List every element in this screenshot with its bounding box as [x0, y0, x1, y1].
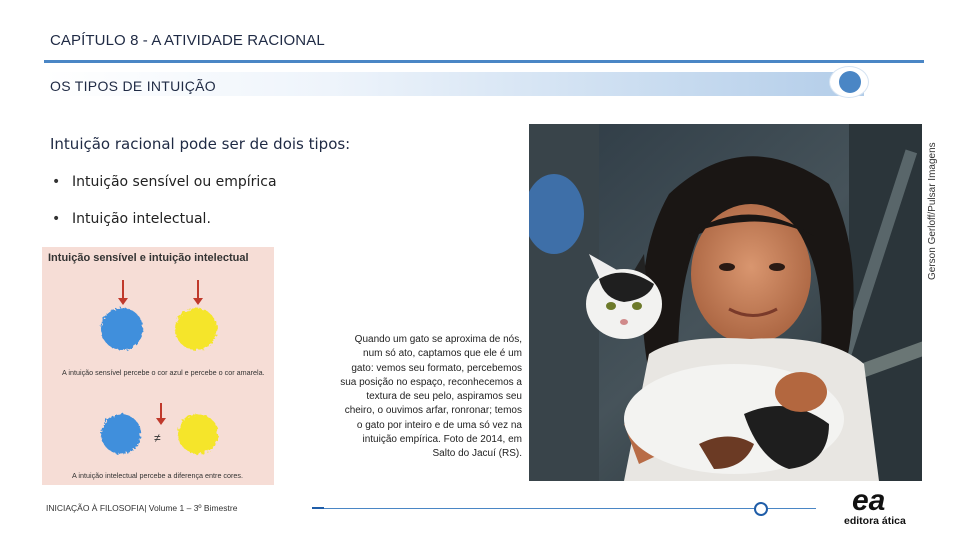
footer-text: INICIAÇÃO À FILOSOFIA| Volume 1 – 3º Bimestre	[46, 503, 238, 513]
publisher-logo	[848, 484, 910, 514]
header-divider	[44, 60, 924, 63]
bullet-icon: •	[52, 174, 61, 190]
yellow-color-blob	[178, 414, 218, 454]
blue-color-blob	[101, 308, 143, 350]
publisher-logo-mark: ea	[852, 484, 886, 514]
arrow-down-icon	[118, 280, 128, 305]
section-dot-icon	[839, 71, 861, 93]
blue-color-blob	[101, 414, 141, 454]
arrow-down-icon	[193, 280, 203, 305]
footer-circle-icon	[754, 502, 768, 516]
publisher-name: editora ática	[844, 515, 906, 527]
arrow-down-icon	[156, 403, 166, 425]
not-equal-icon: ≠	[154, 431, 161, 445]
footer-divider	[312, 507, 324, 509]
section-title: OS TIPOS DE INTUIÇÃO	[50, 78, 216, 94]
photo-caption: Quando um gato se aproxima de nós, num só ato, captamos que ele é um gato: vemos seu formato, percebemos sua posição no espaço, reconhecemos a textura de seu pelo, aspiramos seu cheiro, o ouvimos arfar, ronronar; temos o gato por inteiro e de uma só vez na intuição empírica. Foto de 2014, em Salto do Jacuí (RS).	[340, 334, 522, 460]
diagram-graphics	[42, 247, 274, 485]
diagram-caption-intelectual: A intuição intelectual percebe a diferença entre cores.	[72, 471, 244, 480]
bullet-item-intelectual	[52, 211, 211, 227]
chapter-title: CAPÍTULO 8 - A ATIVIDADE RACIONAL	[50, 32, 325, 49]
girl-with-cat-photo	[529, 124, 922, 481]
bullet-icon: •	[52, 211, 61, 227]
bullet-text: Intuição sensível ou empírica	[72, 174, 277, 190]
yellow-color-blob	[175, 308, 217, 350]
bullet-item-sensivel	[52, 174, 277, 190]
diagram-caption-sensivel: A intuição sensível percebe o cor azul e percebe o cor amarela.	[62, 368, 265, 377]
diagram-title: Intuição sensível e intuição intelectual	[48, 252, 249, 264]
intro-text: Intuição racional pode ser de dois tipos:	[50, 135, 351, 153]
footer-divider	[768, 508, 816, 509]
footer-divider	[324, 508, 756, 509]
bullet-text: Intuição intelectual.	[72, 211, 211, 227]
intuition-diagram	[42, 247, 274, 485]
photo-credit: Gerson Gerloff/Pulsar Imagens	[927, 142, 938, 280]
